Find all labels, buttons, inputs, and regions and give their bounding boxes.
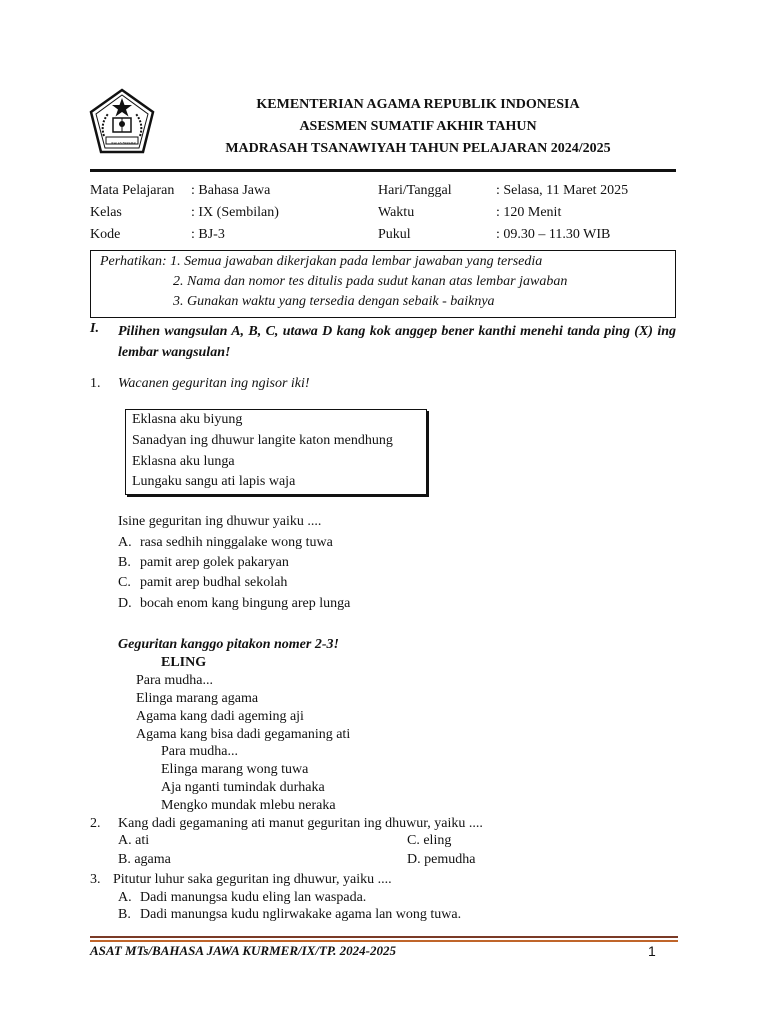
q3-option-b: Dadi manungsa kudu nglirwakake agama lan wong tuwa. [140, 907, 462, 922]
q3-option-key: B. [118, 907, 131, 922]
info-date-label: Hari/Tanggal [378, 183, 452, 198]
q1-option-key: C. [118, 575, 131, 590]
q2-option-b: B. agama [118, 852, 171, 867]
q2-question: Kang dadi gegamaning ati manut geguritan ing dhuwur, yaiku .... [118, 816, 483, 831]
info-code-label: Kode [90, 227, 121, 242]
q2-option-c: C. eling [407, 833, 452, 848]
info-subject-value: : Bahasa Jawa [191, 183, 271, 198]
q1-number: 1. [90, 376, 101, 391]
q1-option-c: pamit arep budhal sekolah [140, 575, 288, 590]
header-ministry: KEMENTERIAN AGAMA REPUBLIK INDONESIA [256, 97, 580, 112]
header-school-year: MADRASAH TSANAWIYAH TAHUN PELAJARAN 2024/2025 [225, 141, 611, 156]
q3-option-key: A. [118, 890, 132, 905]
info-time-value: : 09.30 – 11.30 WIB [496, 227, 611, 242]
footer-text: ASAT MTs/BAHASA JAWA KURMER/IX/TP. 2024-2025 [90, 943, 396, 958]
poem2-title: ELING [161, 655, 207, 670]
q1-option-key: D. [118, 596, 132, 611]
footer-divider-accent [90, 940, 678, 942]
header-divider [90, 169, 676, 172]
info-date-value: : Selasa, 11 Maret 2025 [496, 183, 629, 198]
info-code-value: : BJ-3 [191, 227, 225, 242]
q1-option-a: rasa sedhih ninggalake wong tuwa [140, 535, 333, 550]
q2-option-d: D. pemudha [407, 852, 476, 867]
poem2-line: Para mudha... [161, 744, 238, 759]
ministry-emblem-logo [88, 88, 156, 158]
poem2-line: Para mudha... [136, 673, 213, 688]
q2-number: 2. [90, 816, 101, 831]
page-number: 1 [648, 943, 656, 959]
q1-poem-line: Sanadyan ing dhuwur langite katon mendhung [132, 433, 393, 448]
poem2-line: Agama kang dadi ageming aji [136, 709, 304, 724]
poem2-intro: Geguritan kanggo pitakon nomer 2-3! [118, 637, 339, 652]
notice-box [90, 250, 676, 318]
info-duration-label: Waktu [378, 205, 415, 220]
footer-divider [90, 936, 678, 938]
section-numeral: I. [90, 321, 99, 336]
info-time-label: Pukul [378, 227, 411, 242]
q3-option-a: Dadi manungsa kudu eling lan waspada. [140, 890, 367, 905]
q1-prompt: Wacanen geguritan ing ngisor iki! [118, 376, 310, 391]
notice-line-1: Perhatikan: 1. Semua jawaban dikerjakan pada lembar jawaban yang tersedia [100, 254, 543, 269]
q1-poem-box [125, 409, 427, 495]
poem2-line: Agama kang bisa dadi gegamaning ati [136, 727, 351, 742]
notice-line-2: 2. Nama dan nomor tes ditulis pada sudut kanan atas lembar jawaban [173, 274, 568, 289]
poem2-line: Mengko mundak mlebu neraka [161, 798, 336, 813]
q1-poem-line: Lungaku sangu ati lapis waja [132, 474, 296, 489]
q1-option-b: pamit arep golek pakaryan [140, 555, 289, 570]
poem2-line: Aja nganti tumindak durhaka [161, 780, 325, 795]
q1-poem-line: Eklasna aku biyung [132, 412, 243, 427]
q1-option-key: B. [118, 555, 131, 570]
poem2-line: Elinga marang wong tuwa [161, 762, 309, 777]
info-class-label: Kelas [90, 205, 122, 220]
q1-poem-line: Eklasna aku lunga [132, 454, 235, 469]
q1-option-key: A. [118, 535, 132, 550]
q3-question: Pitutur luhur saka geguritan ing dhuwur, yaiku .... [113, 872, 392, 887]
poem2-line: Elinga marang agama [136, 691, 259, 706]
logo-banner-text: IKHLAS BERAMAL [111, 141, 137, 145]
info-duration-value: : 120 Menit [496, 205, 562, 220]
header-assessment: ASESMEN SUMATIF AKHIR TAHUN [299, 119, 537, 134]
q2-option-a: A. ati [118, 833, 150, 848]
notice-line-3: 3. Gunakan waktu yang tersedia dengan sebaik - baiknya [173, 294, 495, 309]
section-instruction: Pilihen wangsulan A, B, C, utawa D kang kok anggep bener kanthi menehi tanda ping (X) ing lembar wangsulan! [118, 324, 676, 360]
q1-question: Isine geguritan ing dhuwur yaiku .... [118, 514, 322, 529]
info-class-value: : IX (Sembilan) [191, 205, 279, 220]
q3-number: 3. [90, 872, 101, 887]
q1-option-d: bocah enom kang bingung arep lunga [140, 596, 351, 611]
info-subject-label: Mata Pelajaran [90, 183, 175, 198]
